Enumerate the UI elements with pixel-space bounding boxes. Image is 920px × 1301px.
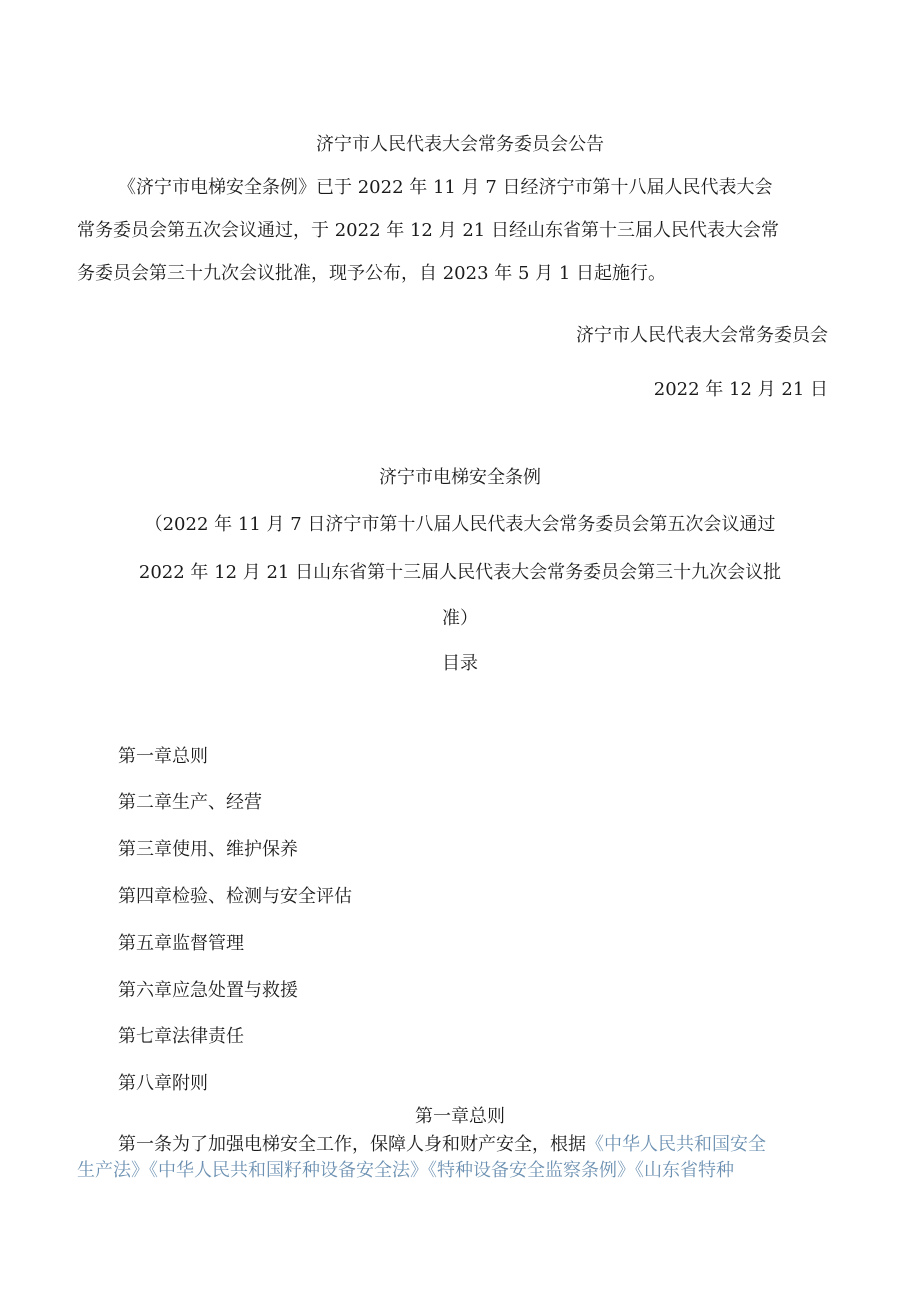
- adoption-note-line-3: 准）: [442, 608, 478, 629]
- notice-date: 2022 年 12 月 21 日: [653, 379, 828, 400]
- law-reference-link[interactable]: 《中华人民共和国安全: [586, 1134, 766, 1155]
- toc-item[interactable]: 第三章使用、维护保养: [118, 839, 298, 860]
- toc-item[interactable]: 第五章监督管理: [118, 933, 244, 954]
- regulation-title: 济宁市电梯安全条例: [379, 467, 541, 488]
- article-1-text: 第一条为了加强电梯安全工作，保障人身和财产安全，根据: [118, 1134, 586, 1155]
- toc-item[interactable]: 第四章检验、检测与安全评估: [118, 886, 352, 907]
- notice-title: 济宁市人民代表大会常务委员会公告: [316, 134, 604, 155]
- toc-item[interactable]: 第一章总则: [118, 746, 208, 767]
- adoption-note-line-2: 2022 年 12 月 21 日山东省第十三届人民代表大会常务委员会第三十九次会议批: [138, 562, 782, 583]
- toc-title: 目录: [442, 653, 478, 674]
- toc-item[interactable]: 第七章法律责任: [118, 1026, 244, 1047]
- article-1-line-1: [118, 1132, 766, 1158]
- adoption-note-line-1: （2022 年 11 月 7 日济宁市第十八届人民代表大会常务委员会第五次会议通过: [144, 514, 776, 535]
- notice-issuer: 济宁市人民代表大会常务委员会: [576, 325, 828, 346]
- toc-item[interactable]: 第二章生产、经营: [118, 792, 262, 813]
- law-reference-link[interactable]: 生产法》《中华人民共和国籽种设备安全法》《特种设备安全监察条例》《山东省特种: [77, 1160, 734, 1181]
- toc-item[interactable]: 第六章应急处置与救援: [118, 980, 298, 1001]
- chapter-1-heading: 第一章总则: [415, 1106, 505, 1127]
- toc-item[interactable]: 第八章附则: [118, 1073, 208, 1094]
- notice-body-line-3: 务委员会第三十九次会议批准，现予公布，自 2023 年 5 月 1 日起施行。: [77, 263, 667, 284]
- notice-body-line-1: 《济宁市电梯安全条例》已于 2022 年 11 月 7 日经济宁市第十八届人民代表大会: [118, 177, 773, 198]
- article-1-line-2: [77, 1158, 734, 1184]
- notice-body-line-2: 常务委员会第五次会议通过，于 2022 年 12 月 21 日经山东省第十三届人民代表大会常: [77, 220, 779, 241]
